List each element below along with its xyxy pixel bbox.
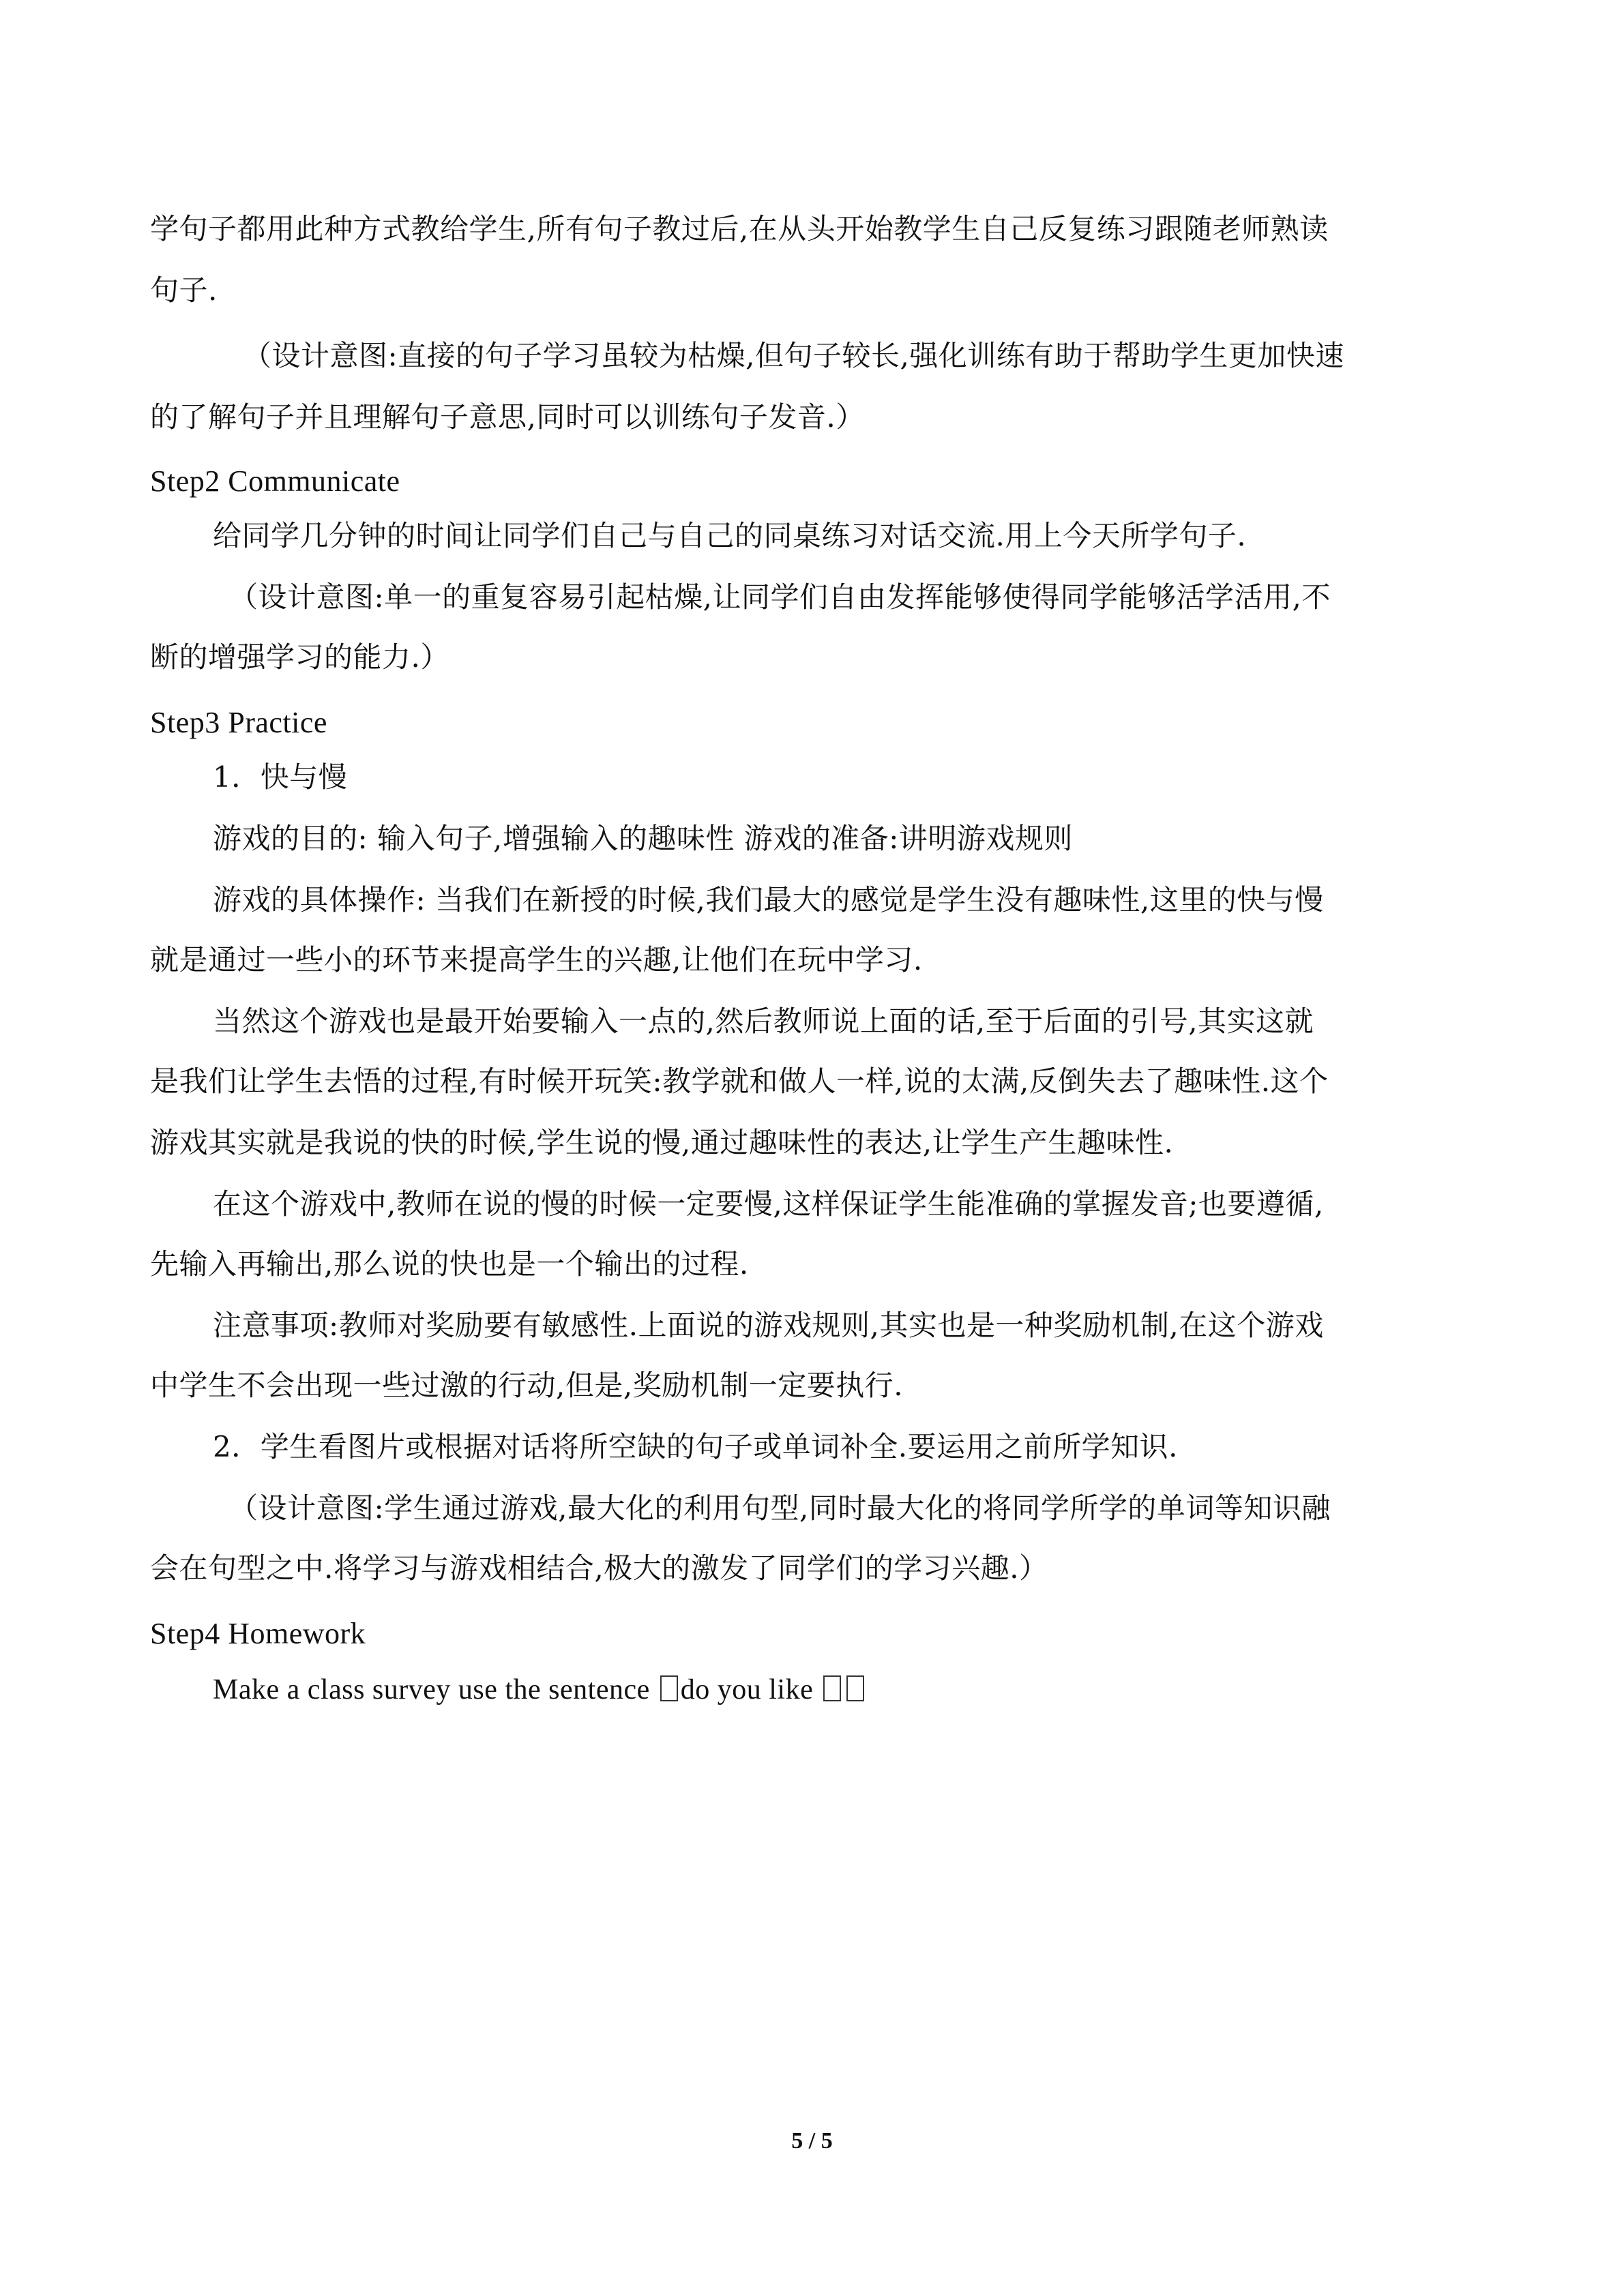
list-item-heading: 2．学生看图片或根据对话将所空缺的句子或单词补全.要运用之前所学知识.	[213, 1430, 1178, 1463]
paragraph-line: 会在句型之中.将学习与游戏相结合,极大的激发了同学们的学习兴趣.）	[150, 1551, 1048, 1585]
paragraph-line: 中学生不会出现一些过激的行动,但是,奖励机制一定要执行.	[150, 1369, 904, 1402]
paragraph-line: 注意事项:教师对奖励要有敏感性.上面说的游戏规则,其实也是一种奖励机制,在这个游戏	[213, 1309, 1324, 1342]
missing-glyph-box	[823, 1675, 841, 1701]
paragraph-line: 断的增强学习的能力.）	[150, 640, 449, 674]
page-number: 5 / 5	[791, 2128, 833, 2153]
section-heading-step3: Step3 Practice	[150, 706, 327, 739]
paragraph-line: 就是通过一些小的环节来提高学生的兴趣,让他们在玩中学习.	[150, 943, 923, 976]
paragraph-line: 的了解句子并且理解句子意思,同时可以训练句子发音.）	[150, 400, 865, 434]
paragraph-line: 学句子都用此种方式教给学生,所有句子教过后,在从头开始教学生自己反复练习跟随老师熟读	[150, 212, 1329, 245]
missing-glyph-box	[660, 1675, 678, 1701]
list-item-heading: 1．快与慢	[213, 760, 348, 794]
paragraph-line: 给同学几分钟的时间让同学们自己与自己的同桌练习对话交流.用上今天所学句子.	[213, 519, 1247, 552]
paragraph-line: 当然这个游戏也是最开始要输入一点的,然后教师说上面的话,至于后面的引号,其实这就	[213, 1004, 1314, 1038]
design-intent-note: （设计意图:单一的重复容易引起枯燥,让同学们自由发挥能够使得同学能够活学活用,不	[229, 580, 1331, 614]
design-intent-note: （设计意图:直接的句子学习虽较为枯燥,但句子较长,强化训练有助于帮助学生更加快速	[243, 339, 1344, 372]
missing-glyph-box	[846, 1675, 864, 1701]
section-heading-step4: Step4 Homework	[150, 1617, 366, 1650]
paragraph-line: 句子.	[150, 273, 218, 307]
design-intent-note: （设计意图:学生通过游戏,最大化的利用句型,同时最大化的将同学所学的单词等知识融	[229, 1491, 1331, 1525]
homework-text-part2: do you like	[680, 1674, 821, 1705]
homework-text-part1: Make a class survey use the sentence	[213, 1674, 658, 1705]
paragraph-line: 先输入再输出,那么说的快也是一个输出的过程.	[150, 1247, 749, 1281]
section-heading-step2: Step2 Communicate	[150, 464, 400, 498]
paragraph-line: 在这个游戏中,教师在说的慢的时候一定要慢,这样保证学生能准确的掌握发音;也要遵循,	[213, 1187, 1324, 1221]
paragraph-line: 游戏其实就是我说的快的时候,学生说的慢,通过趣味性的表达,让学生产生趣味性.	[150, 1126, 1174, 1159]
homework-sentence	[213, 1671, 867, 1709]
paragraph-line: 游戏的目的: 输入句子,增强输入的趣味性 游戏的准备:讲明游戏规则	[213, 822, 1073, 855]
paragraph-line: 是我们让学生去悟的过程,有时候开玩笑:教学就和做人一样,说的太满,反倒失去了趣味性.这个	[150, 1064, 1329, 1098]
paragraph-line: 游戏的具体操作: 当我们在新授的时候,我们最大的感觉是学生没有趣味性,这里的快与慢	[213, 883, 1324, 916]
